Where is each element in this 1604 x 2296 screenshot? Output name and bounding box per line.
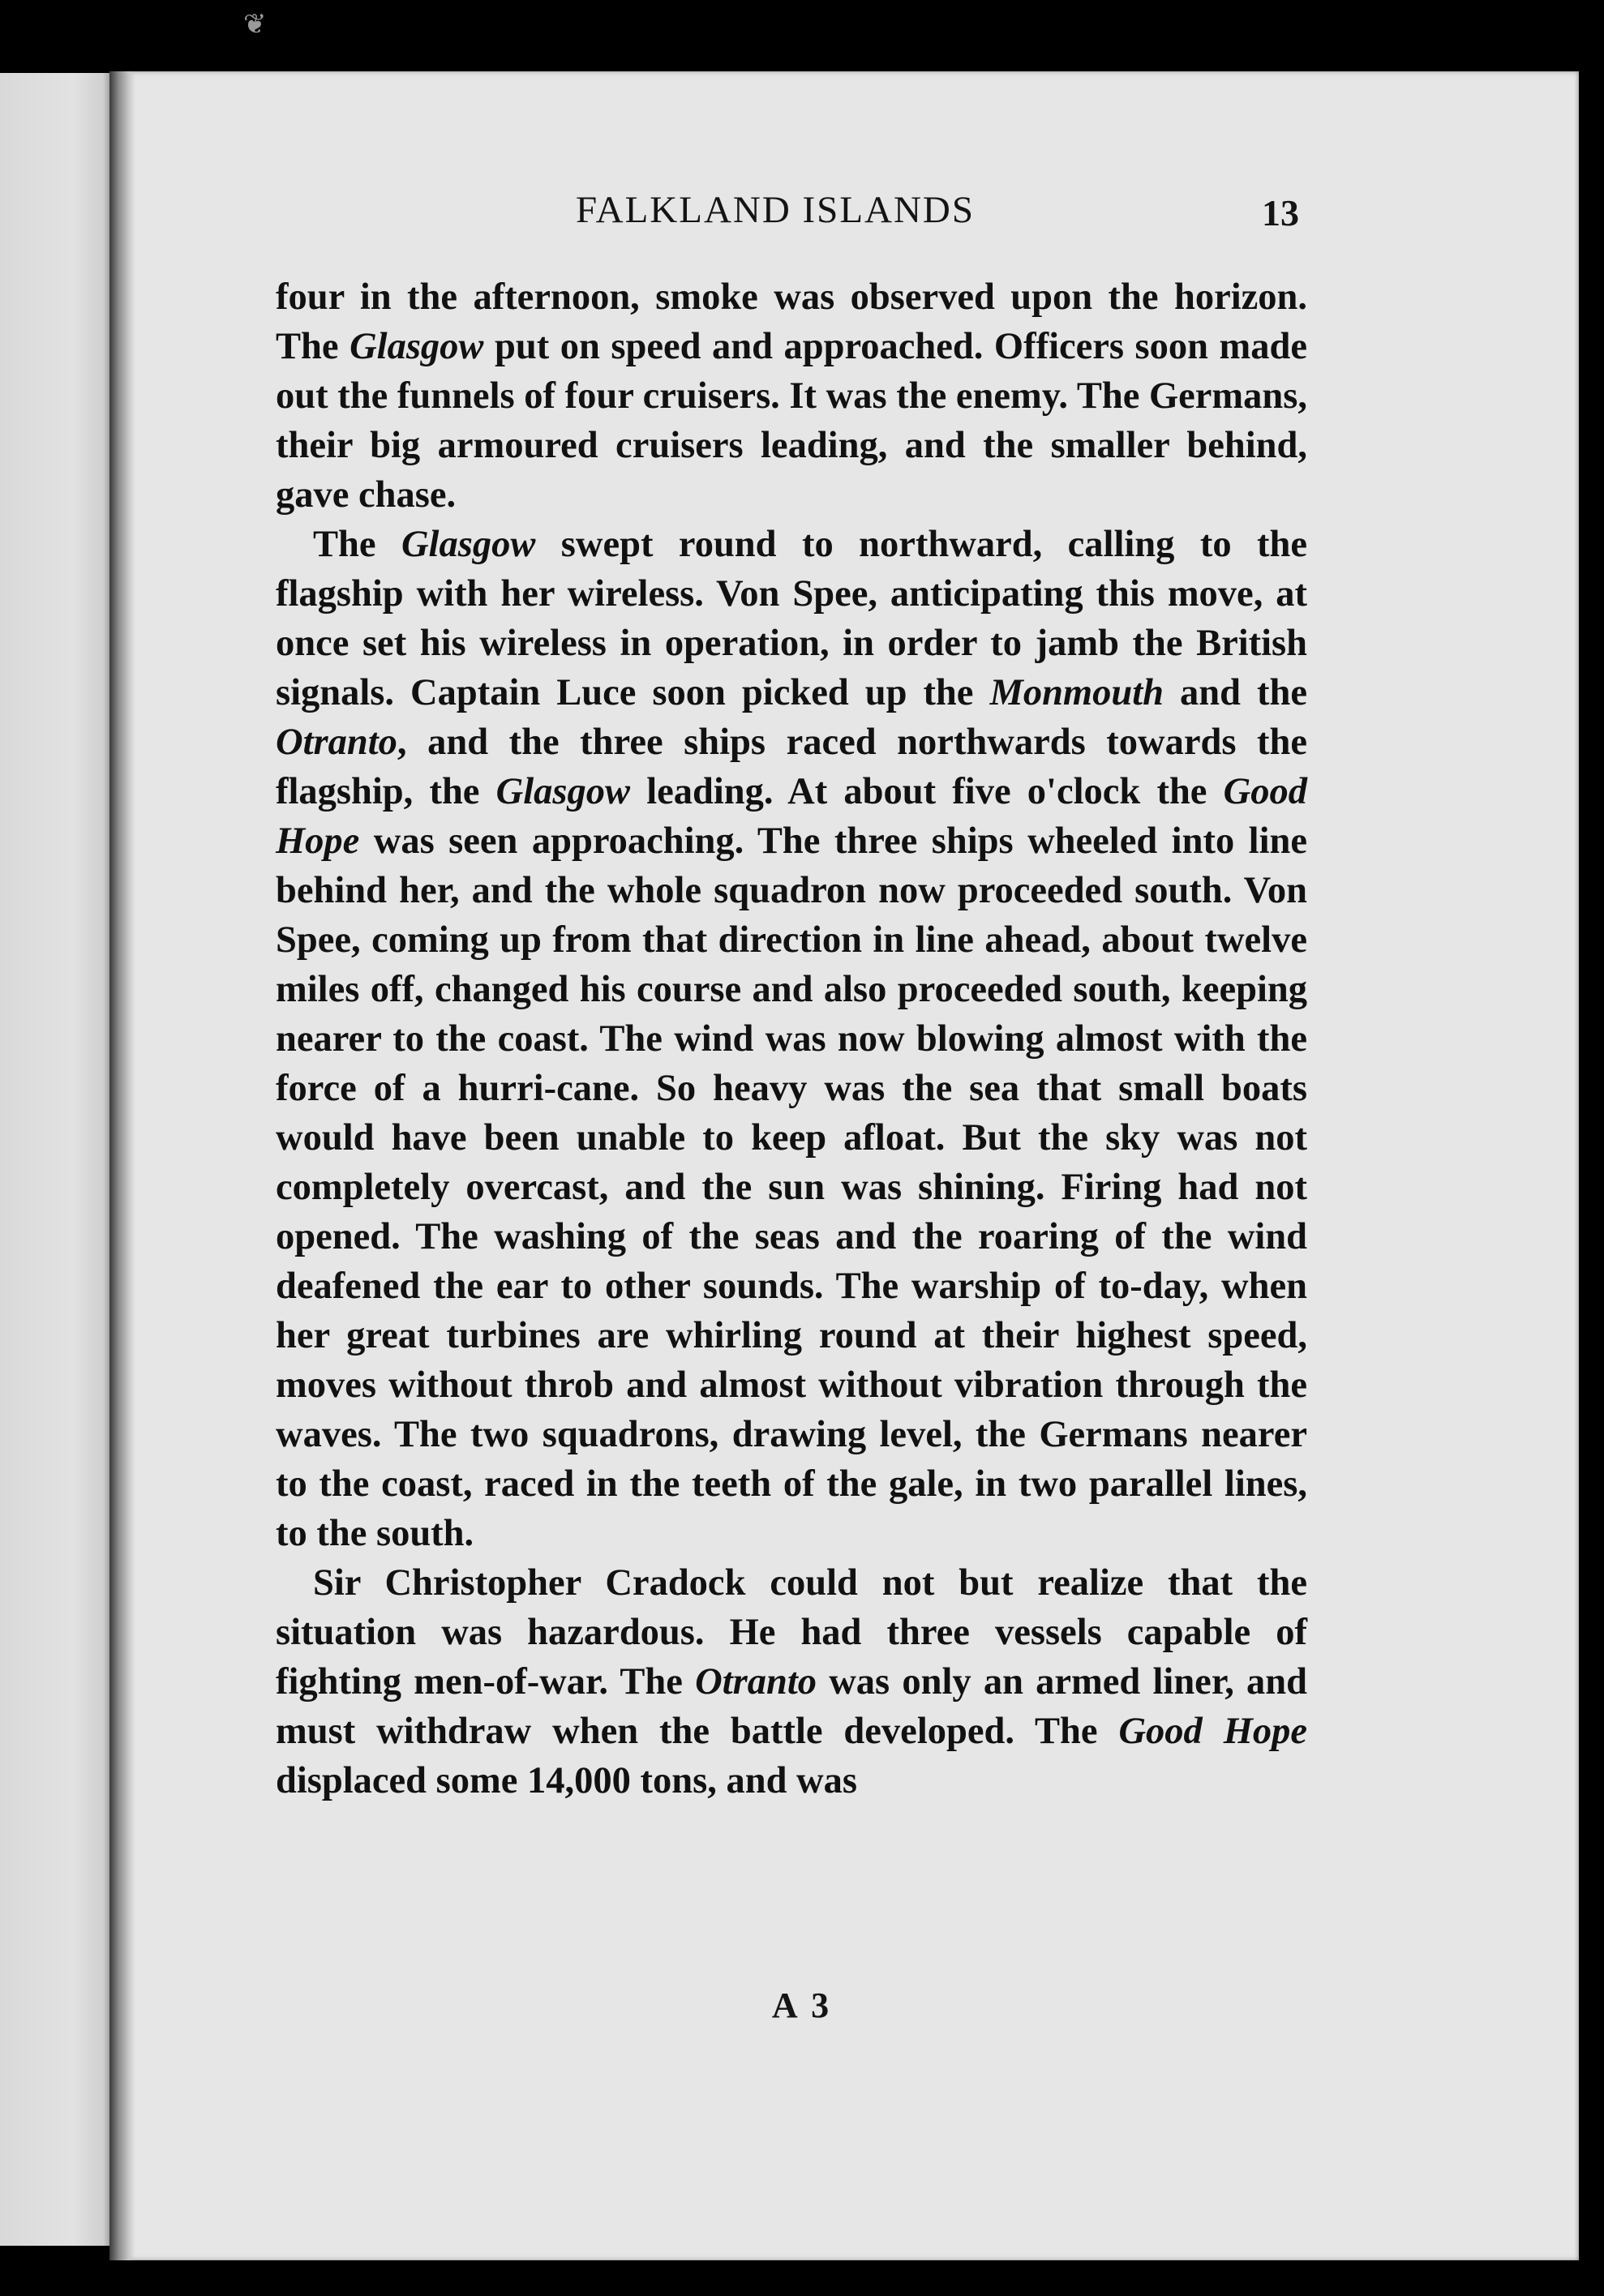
ship-name: Otranto (276, 722, 397, 763)
text-segment: swept round to northward, calling to the flagship with her wireless. Von Spee, anticipating this move, at once set his wireless in operation, in order to jamb the British signals. Captain Luce soon picked up the (276, 524, 1308, 713)
paragraph-2 (276, 520, 1307, 1558)
ship-name: Good Hope (1118, 1711, 1308, 1752)
text-segment: leading. At about five o'clock the (630, 771, 1224, 812)
page-number: 13 (1262, 192, 1299, 233)
paragraph-3 (276, 1558, 1307, 1806)
ship-name: Monmouth (989, 672, 1164, 713)
running-head (276, 185, 1307, 242)
body-text (276, 272, 1307, 1806)
ship-name: Glasgow (401, 524, 536, 565)
text-segment: was seen approaching. The three ships wheeled into line behind her, and the whole squadron now proceeded south. Von Spee, coming up from that direction in line ahead, about twelve miles off, changed his course and also proceeded south, keeping nearer to the coast. The wind was now blowing almost with the force of a hurri-cane. So heavy was the sea that small boats would have been unable to keep afloat. But the sky was not completely overcast, and the sun was shining. Firing had not opened. The washing of the seas and the roaring of the wind deafened the ear to other sounds. The warship of to-day, when her great turbines are whirling round at their highest speed, moves without throb and almost without vibration through the waves. The two squadrons, drawing level, the Germans nearer to the coast, raced in the teeth of the gale, in two parallel lines, to the south. (276, 820, 1307, 1554)
ship-name: Glasgow (495, 771, 631, 812)
ship-name: Glasgow (350, 326, 484, 367)
signature-mark: A 3 (771, 1985, 833, 2025)
text-segment: Sir Christopher Cradock could not but realize that the situation was hazardous. He had three vessels capable of fighting men-of-war. The (276, 1562, 1307, 1703)
text-segment: displaced some 14,000 tons, and was (276, 1760, 857, 1801)
text-segment: put on speed and approached. Officers soon made out the funnels of four cruisers. It was the enemy. The Germans, their big armoured cruisers leading, and the smaller behind, gave chase. (276, 326, 1308, 516)
facing-page-edge (0, 73, 122, 2246)
text-segment: four in the afternoon, smoke was observed upon the horizon. The (276, 276, 1307, 367)
text-segment: was only an armed liner, and must withdraw when the battle developed. The (276, 1661, 1307, 1752)
running-head-title: FALKLAND ISLANDS (576, 189, 975, 231)
corner-ornament-icon: ❦ (243, 8, 267, 41)
page-gutter-shadow (109, 71, 135, 2260)
ship-name: Good Hope (276, 771, 1307, 862)
ship-name: Otranto (695, 1661, 817, 1703)
paragraph-1 (276, 272, 1307, 520)
text-segment: , and the three ships raced northwards towards the flagship, the (276, 722, 1307, 812)
text-segment: The (313, 524, 401, 565)
text-segment: and the (1164, 672, 1307, 713)
